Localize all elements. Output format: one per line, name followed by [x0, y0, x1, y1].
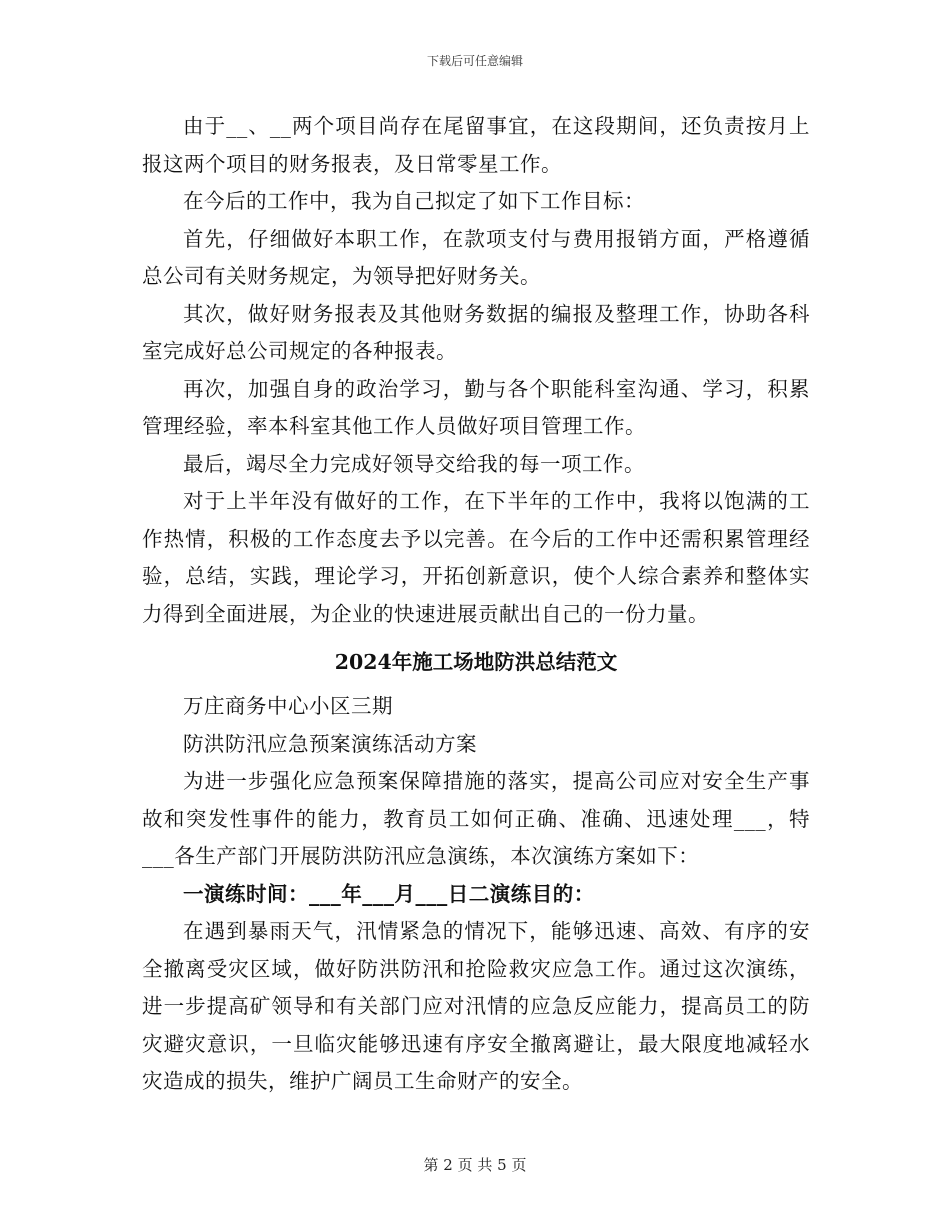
section-title: 2024年施工场地防洪总结范文 — [334, 650, 618, 674]
document-body — [142, 108, 810, 1101]
paragraph: 防洪防汛应急预案演练活动方案 — [183, 731, 477, 756]
paragraph: 在遇到暴雨天气，汛情紧急的情况下，能够迅速、高效、有序的安全撤离受灾区域，做好防洪防汛和抢险救灾应急工作。通过这次演练，进一步提高矿领导和有关部门应对汛情的应急反应能力，提高员工的防灾避灾意识，一旦临灾能够迅速有序安全撤离避让，最大限度地减轻水灾造成的损失，维护广阔员工生命财产的安全。 — [142, 919, 810, 1093]
paragraph: 首先，仔细做好本职工作，在款项支付与费用报销方面，严格遵循总公司有关财务规定，为领导把好财务关。 — [142, 226, 810, 288]
paragraph: 再次，加强自身的政治学习，勤与各个职能科室沟通、学习，积累管理经验，率本科室其他工作人员做好项目管理工作。 — [142, 376, 810, 438]
bold-heading-line: 一演练时间：___年___月___日二演练目的： — [183, 881, 595, 906]
paragraph: 其次，做好财务报表及其他财务数据的编报及整理工作，协助各科室完成好总公司规定的各种报表。 — [142, 301, 810, 363]
paragraph: 万庄商务中心小区三期 — [183, 694, 393, 718]
paragraph: 在今后的工作中，我为自己拟定了如下工作目标： — [183, 189, 645, 213]
paragraph: 最后，竭尽全力完成好领导交给我的每一项工作。 — [183, 451, 645, 476]
page-header: 下载后可任意编辑 — [426, 54, 523, 68]
paragraph: 对于上半年没有做好的工作，在下半年的工作中，我将以饱满的工作热情，积极的工作态度去予以完善。在今后的工作中还需积累管理经验，总结，实践，理论学习，开拓创新意识，使个人综合素养和整体实力得到全面进展，为企业的快速进展贡献出自己的一份力量。 — [142, 489, 810, 626]
paragraph: 由于__、__两个项目尚存在尾留事宜，在这段期间，还负责按月上报这两个项目的财务报表，及日常零星工作。 — [142, 114, 810, 176]
paragraph: 为进一步强化应急预案保障措施的落实，提高公司应对安全生产事故和突发性事件的能力，教育员工如何正确、准确、迅速处理___，特___各生产部门开展防洪防汛应急演练，本次演练方案如下： — [142, 769, 810, 868]
page-footer: 第 2 页 共 5 页 — [423, 1156, 527, 1174]
